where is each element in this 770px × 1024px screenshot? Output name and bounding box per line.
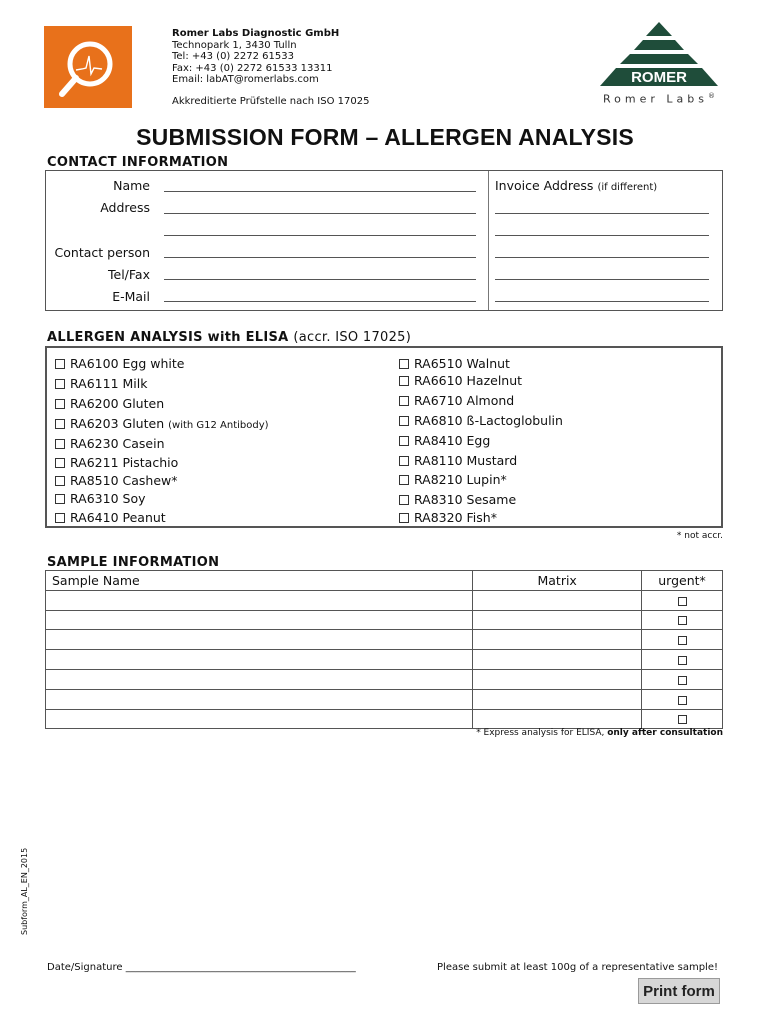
allergen-checkbox-right-1[interactable]: RA6610 Hazelnut	[399, 373, 522, 388]
allergen-checkbox-right-2[interactable]: RA6710 Almond	[399, 393, 514, 408]
checkbox-icon[interactable]	[55, 494, 65, 504]
matrix-cell[interactable]	[473, 610, 642, 630]
contact-person-label: Contact person	[54, 245, 150, 260]
sample-table	[45, 570, 723, 729]
matrix-cell[interactable]	[473, 630, 642, 650]
pyramid-logo-icon	[594, 20, 724, 92]
allergen-checkbox-left-2[interactable]: RA6200 Gluten	[55, 396, 164, 411]
allergen-checkbox-left-1[interactable]: RA6111 Milk	[55, 376, 147, 391]
address-field-2[interactable]	[164, 235, 476, 236]
sample-name-cell[interactable]	[46, 590, 473, 610]
matrix-cell[interactable]	[473, 709, 642, 729]
logo-text: ROMER	[631, 69, 687, 86]
urgent-header: urgent*	[642, 571, 723, 591]
urgent-cell	[642, 709, 723, 729]
matrix-header: Matrix	[473, 571, 642, 591]
table-row	[46, 650, 723, 670]
sample-name-cell[interactable]	[46, 669, 473, 689]
allergen-checkbox-right-7[interactable]: RA8310 Sesame	[399, 492, 516, 507]
checkbox-icon[interactable]	[399, 396, 409, 406]
sample-name-cell[interactable]	[46, 689, 473, 709]
company-email: Email: labAT@romerlabs.com	[172, 74, 319, 85]
contact-box	[45, 170, 723, 311]
signature-label: Date/Signature	[47, 962, 123, 973]
invoice-field-4[interactable]	[495, 279, 709, 280]
address-label: Address	[100, 200, 150, 215]
name-label: Name	[113, 178, 150, 193]
invoice-field-1[interactable]	[495, 213, 709, 214]
urgent-cell	[642, 650, 723, 670]
urgent-cell	[642, 630, 723, 650]
magnifier-logo	[44, 26, 132, 108]
form-id: Subform_AL_EN_2015	[20, 847, 29, 935]
checkbox-icon[interactable]	[678, 656, 687, 665]
matrix-cell[interactable]	[473, 650, 642, 670]
table-row	[46, 630, 723, 650]
signature-field[interactable]: ______________________________________________	[125, 962, 356, 973]
checkbox-icon[interactable]	[55, 359, 65, 369]
allergen-checkbox-left-3[interactable]: RA6203 Gluten (with G12 Antibody)	[55, 416, 269, 431]
checkbox-icon[interactable]	[399, 359, 409, 369]
express-note: * Express analysis for ELISA, only after consultation	[476, 728, 723, 738]
allergen-checkbox-right-6[interactable]: RA8210 Lupin*	[399, 472, 507, 487]
checkbox-icon[interactable]	[399, 376, 409, 386]
checkbox-icon[interactable]	[55, 419, 65, 429]
invoice-address-label: Invoice Address (if different)	[495, 178, 658, 193]
invoice-field-5[interactable]	[495, 301, 709, 302]
magnifier-icon	[44, 26, 132, 108]
allergen-checkbox-right-4[interactable]: RA8410 Egg	[399, 433, 490, 448]
not-accredited-note: * not accr.	[676, 531, 723, 541]
table-row	[46, 669, 723, 689]
address-field-1[interactable]	[164, 213, 476, 214]
table-row	[46, 590, 723, 610]
allergen-checkbox-right-5[interactable]: RA8110 Mustard	[399, 453, 517, 468]
company-tel: Tel: +43 (0) 2272 61533	[172, 51, 294, 62]
sample-name-cell[interactable]	[46, 709, 473, 729]
checkbox-icon[interactable]	[678, 597, 687, 606]
checkbox-icon[interactable]	[678, 715, 687, 724]
matrix-cell[interactable]	[473, 590, 642, 610]
checkbox-icon[interactable]	[55, 513, 65, 523]
allergen-checkbox-left-8[interactable]: RA6410 Peanut	[55, 510, 166, 525]
invoice-field-3[interactable]	[495, 257, 709, 258]
invoice-field-2[interactable]	[495, 235, 709, 236]
contact-person-field[interactable]	[164, 257, 476, 258]
logo-subtext: Romer Labs®	[603, 92, 715, 106]
email-label: E-Mail	[112, 289, 150, 304]
checkbox-icon[interactable]	[399, 436, 409, 446]
email-field[interactable]	[164, 301, 476, 302]
checkbox-icon[interactable]	[678, 636, 687, 645]
allergen-checkbox-right-8[interactable]: RA8320 Fish*	[399, 510, 497, 525]
allergen-checkbox-left-5[interactable]: RA6211 Pistachio	[55, 455, 178, 470]
telfax-field[interactable]	[164, 279, 476, 280]
allergen-checkbox-right-3[interactable]: RA6810 ß-Lactoglobulin	[399, 413, 563, 428]
urgent-cell	[642, 669, 723, 689]
urgent-cell	[642, 610, 723, 630]
contact-heading: CONTACT INFORMATION	[47, 155, 229, 170]
checkbox-icon[interactable]	[399, 456, 409, 466]
company-address	[172, 28, 339, 86]
allergen-heading: ALLERGEN ANALYSIS with ELISA (accr. ISO 17025)	[47, 330, 412, 345]
romer-logo	[594, 20, 724, 112]
checkbox-icon[interactable]	[399, 475, 409, 485]
checkbox-icon[interactable]	[678, 696, 687, 705]
allergen-checkbox-left-6[interactable]: RA8510 Cashew*	[55, 473, 178, 488]
column-divider	[488, 171, 489, 310]
table-row	[46, 689, 723, 709]
page-title: SUBMISSION FORM – ALLERGEN ANALYSIS	[136, 124, 634, 150]
table-row	[46, 709, 723, 729]
checkbox-icon[interactable]	[399, 495, 409, 505]
company-street: Technopark 1, 3430 Tulln	[172, 39, 297, 51]
allergen-checkbox-right-0[interactable]: RA6510 Walnut	[399, 356, 510, 371]
telfax-label: Tel/Fax	[108, 267, 150, 282]
submit-note: Please submit at least 100g of a representative sample!	[437, 962, 718, 973]
sample-name-cell[interactable]	[46, 650, 473, 670]
sample-name-header: Sample Name	[46, 571, 473, 591]
signature-row	[47, 962, 356, 973]
matrix-cell[interactable]	[473, 669, 642, 689]
urgent-cell	[642, 689, 723, 709]
allergen-checkbox-left-7[interactable]: RA6310 Soy	[55, 491, 146, 506]
allergen-checkbox-left-4[interactable]: RA6230 Casein	[55, 436, 165, 451]
table-row	[46, 610, 723, 630]
sample-heading: SAMPLE INFORMATION	[47, 555, 220, 570]
company-name: Romer Labs Diagnostic GmbH	[172, 28, 340, 39]
sample-name-cell[interactable]	[46, 610, 473, 630]
checkbox-icon[interactable]	[55, 458, 65, 468]
company-fax: Fax: +43 (0) 2272 61533 13311	[172, 62, 333, 74]
checkbox-icon[interactable]	[55, 476, 65, 486]
matrix-cell[interactable]	[473, 689, 642, 709]
allergen-checkbox-left-0[interactable]: RA6100 Egg white	[55, 356, 184, 371]
checkbox-icon[interactable]	[399, 416, 409, 426]
checkbox-icon[interactable]	[678, 616, 687, 625]
urgent-cell	[642, 590, 723, 610]
checkbox-icon[interactable]	[55, 399, 65, 409]
checkbox-icon[interactable]	[678, 676, 687, 685]
accreditation-text: Akkreditierte Prüfstelle nach ISO 17025	[172, 96, 370, 107]
print-form-button[interactable]: Print form	[638, 978, 720, 1004]
table-header-row	[46, 571, 723, 591]
checkbox-icon[interactable]	[55, 379, 65, 389]
sample-name-cell[interactable]	[46, 630, 473, 650]
checkbox-icon[interactable]	[55, 439, 65, 449]
checkbox-icon[interactable]	[399, 513, 409, 523]
allergen-box	[45, 346, 723, 528]
name-field[interactable]	[164, 191, 476, 192]
